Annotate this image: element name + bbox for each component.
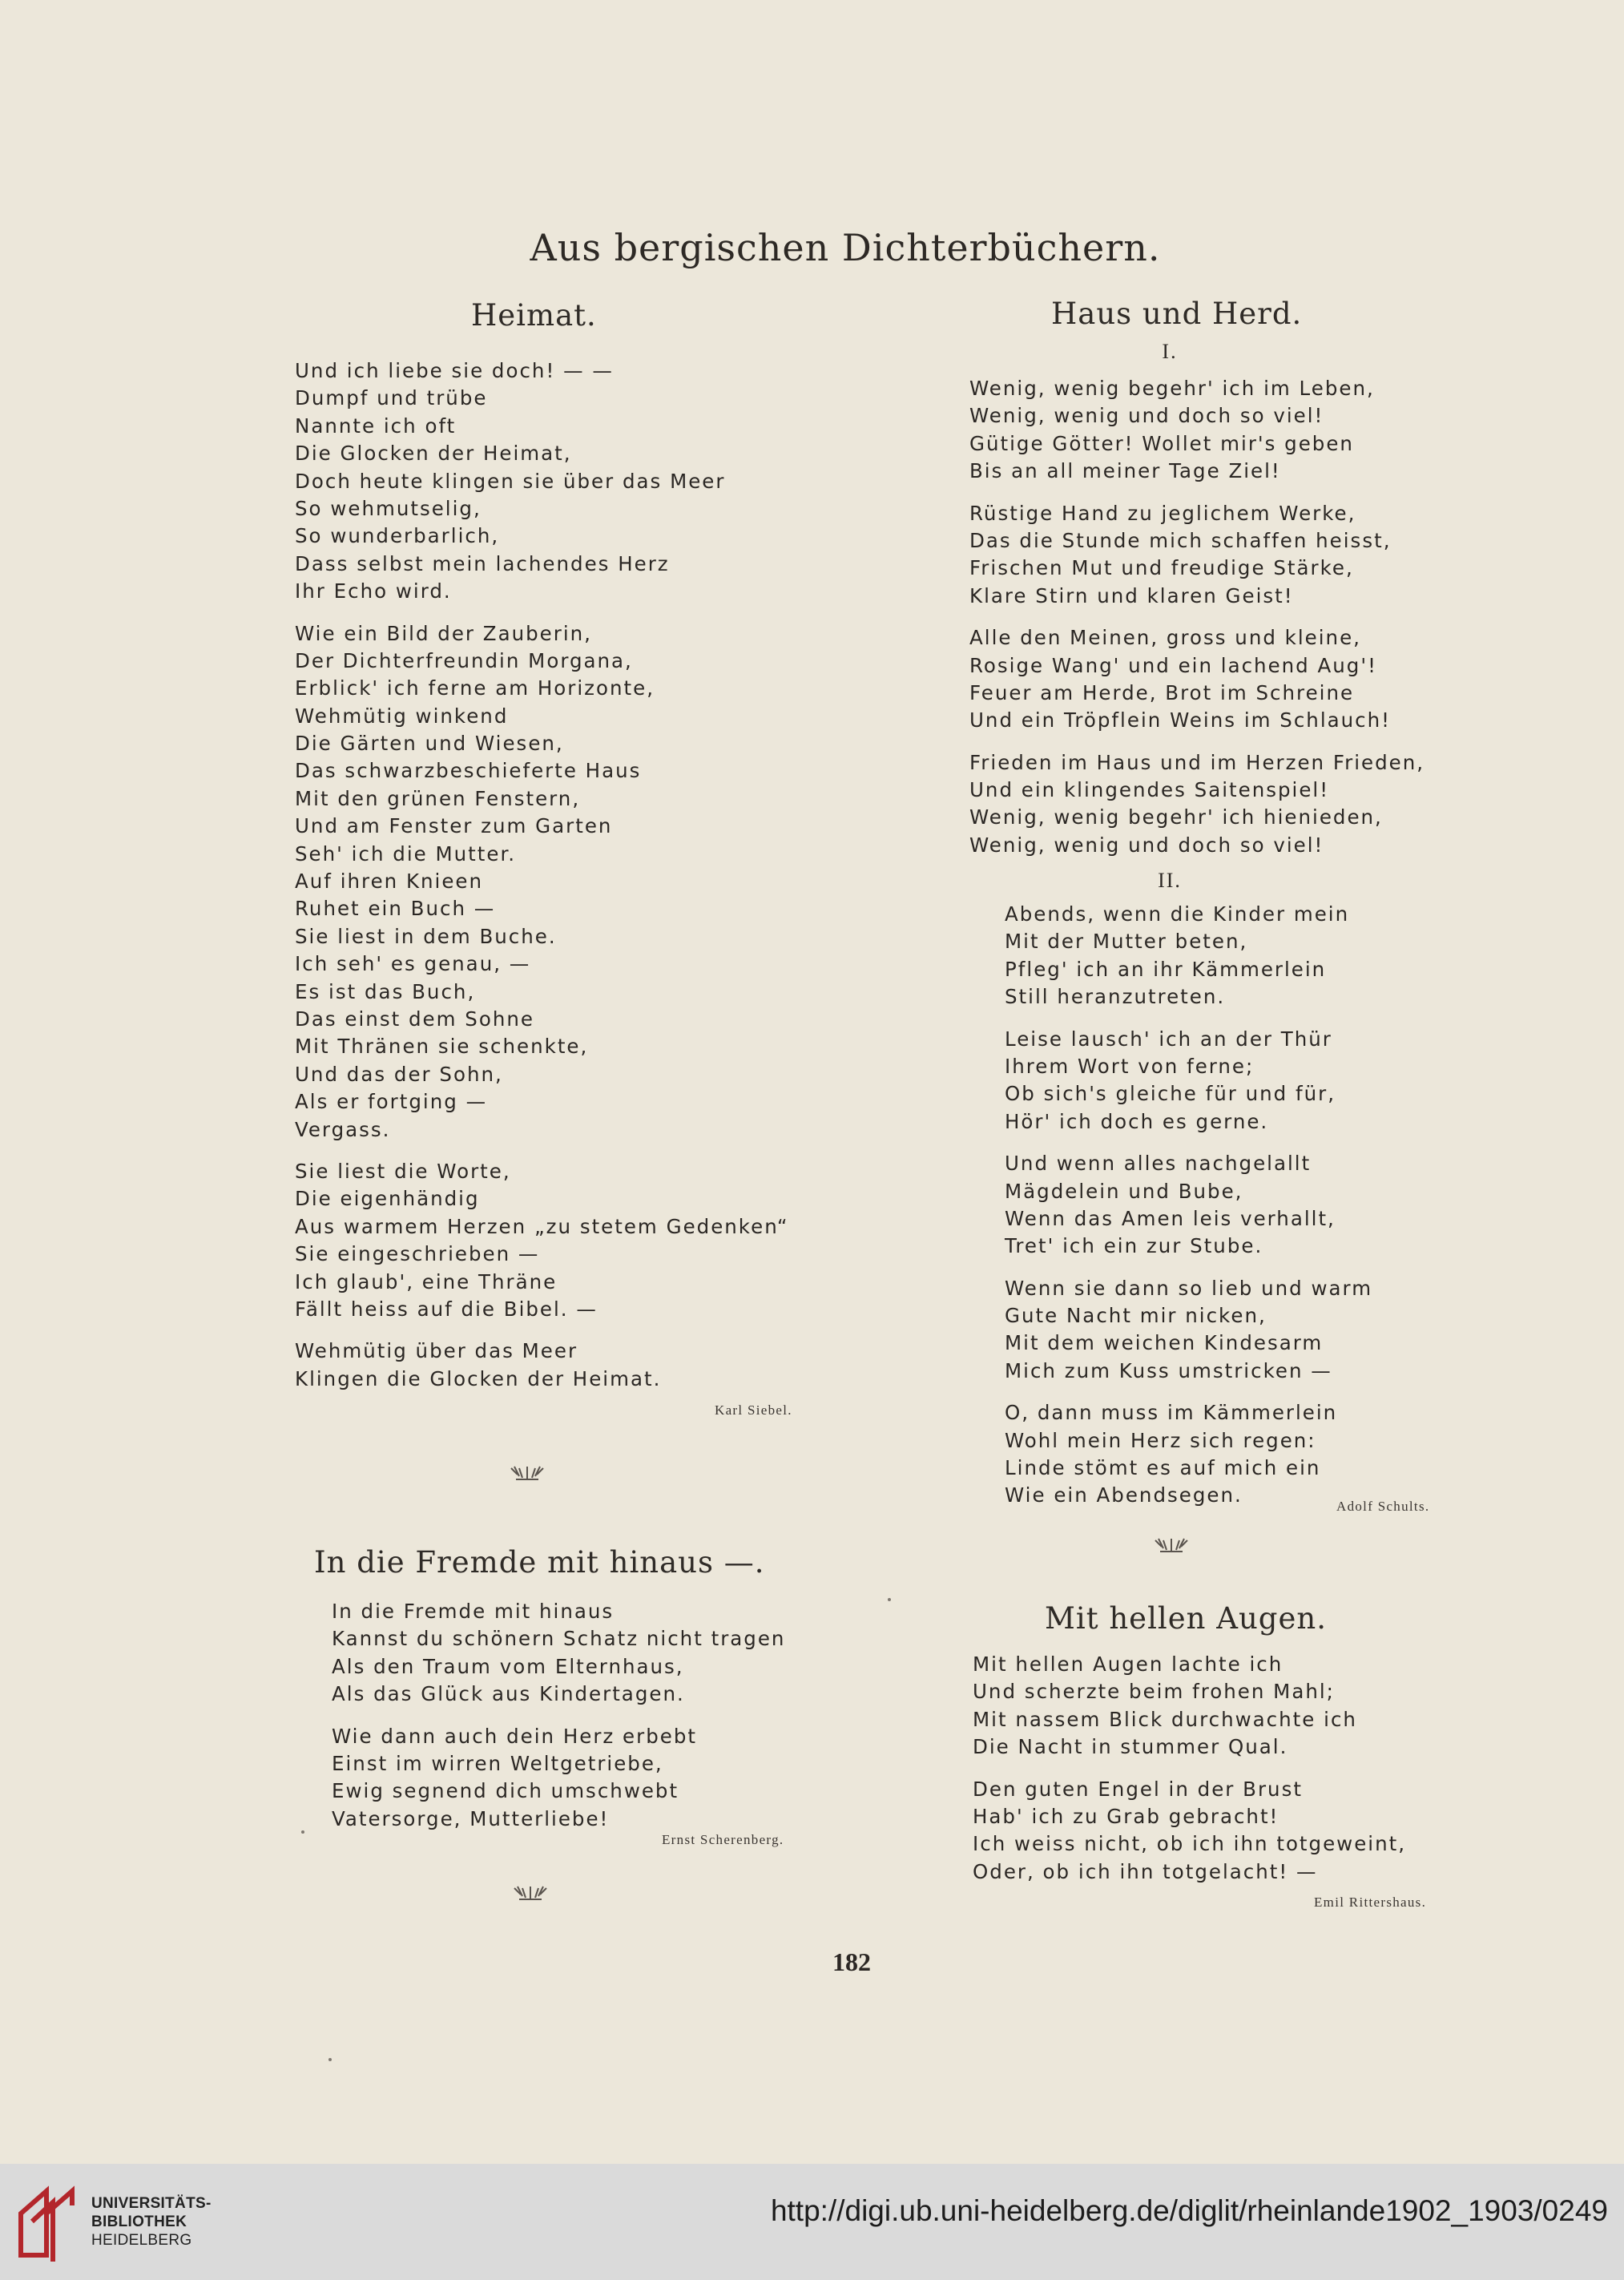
ornament-icon xyxy=(513,1883,548,1903)
verse-line: Klingen die Glocken der Heimat. xyxy=(295,1366,662,1390)
verse-line: Still heranzutreten. xyxy=(1005,985,1226,1009)
stanza xyxy=(332,1723,785,1834)
verse-line: Die Glocken der Heimat, xyxy=(295,442,572,466)
library-logo-icon xyxy=(14,2181,83,2265)
verse-line: Wenig, wenig begehr' ich hienieden, xyxy=(969,805,1383,829)
verse-line: Abends, wenn die Kinder mein xyxy=(1005,902,1350,926)
verse-line: Und scherzte beim frohen Mahl; xyxy=(973,1680,1335,1704)
verse-line: Wie ein Bild der Zauberin, xyxy=(295,621,592,645)
poem-title-mit-hellen-augen: Mit hellen Augen. xyxy=(1045,1601,1327,1636)
section-numeral-one: I. xyxy=(1162,340,1178,363)
verse-line: Leise lausch' ich an der Thür xyxy=(1005,1027,1332,1051)
verse-line: Gute Nacht mir nicken, xyxy=(1005,1304,1267,1328)
viewer-footer xyxy=(0,2164,1624,2280)
verse-line: Dumpf und trübe xyxy=(295,386,488,410)
section-numeral-two: II. xyxy=(1158,869,1182,892)
verse-line: Linde stömt es auf mich ein xyxy=(1005,1456,1321,1480)
verse-line: Wohl mein Herz sich regen: xyxy=(1005,1428,1316,1452)
verse-line: Aus warmem Herzen „zu stetem Gedenken“ xyxy=(295,1214,789,1238)
verse-line: Wenig, wenig und doch so viel! xyxy=(969,833,1324,857)
poem-fremde xyxy=(332,1598,785,1847)
verse-line: Rosige Wang' und ein lachend Aug'! xyxy=(969,653,1377,677)
page-number: 182 xyxy=(832,1947,871,1976)
verse-line: Vatersorge, Mutterliebe! xyxy=(332,1806,610,1830)
verse-line: Pfleg' ich an ihr Kämmerlein xyxy=(1005,957,1327,981)
verse-line: Rüstige Hand zu jeglichem Werke, xyxy=(969,501,1356,525)
stanza xyxy=(973,1651,1406,1761)
stanza xyxy=(295,620,789,1144)
verse-line: In die Fremde mit hinaus xyxy=(332,1600,615,1623)
verse-line: Seh' ich die Mutter. xyxy=(295,841,517,866)
verse-line: Vergass. xyxy=(295,1117,391,1141)
verse-line: Mit Thränen sie schenkte, xyxy=(295,1035,589,1059)
verse-line: Wehmütig über das Meer xyxy=(295,1339,578,1363)
verse-line: Mich zum Kuss umstricken — xyxy=(1005,1358,1332,1382)
speck xyxy=(328,2058,332,2061)
verse-line: So wehmutselig, xyxy=(295,496,482,520)
poem-title-heimat: Heimat. xyxy=(471,298,597,333)
page-title: Aus bergischen Dichterbüchern. xyxy=(530,226,1161,269)
verse-line: Mägdelein und Bube, xyxy=(1005,1179,1243,1203)
author-emil-rittershaus: Emil Rittershaus. xyxy=(1314,1895,1427,1910)
verse-line: Und am Fenster zum Garten xyxy=(295,814,613,838)
verse-line: Es ist das Buch, xyxy=(295,979,476,1003)
speck xyxy=(301,1830,304,1834)
verse-line: Alle den Meinen, gross und kleine, xyxy=(969,626,1361,650)
ornament-icon xyxy=(1154,1535,1189,1555)
verse-line: Frieden im Haus und im Herzen Frieden, xyxy=(969,750,1425,774)
author-ernst-scherenberg: Ernst Scherenberg. xyxy=(662,1832,784,1847)
verse-line: Die eigenhändig xyxy=(295,1187,480,1211)
poem-haus-part-one xyxy=(969,375,1425,874)
verse-line: Und ich liebe sie doch! — — xyxy=(295,359,614,382)
stanza xyxy=(969,375,1425,486)
speck xyxy=(888,1598,891,1601)
verse-line: Kannst du schönern Schatz nicht tragen xyxy=(332,1627,786,1651)
stanza xyxy=(1005,1150,1372,1261)
verse-line: Einst im wirren Weltgetriebe, xyxy=(332,1751,663,1775)
verse-line: Ob sich's gleiche für und für, xyxy=(1005,1082,1336,1106)
verse-line: Auf ihren Knieen xyxy=(295,870,484,894)
verse-line: Mit dem weichen Kindesarm xyxy=(1005,1331,1324,1355)
library-name: UNIVERSITÄTS- BIBLIOTHEK HEIDELBERG xyxy=(91,2195,212,2249)
verse-line: Sie eingeschrieben — xyxy=(295,1242,540,1266)
verse-line: Feuer am Herde, Brot im Schreine xyxy=(969,680,1355,704)
verse-line: Tret' ich ein zur Stube. xyxy=(1005,1234,1263,1258)
verse-line: Die Nacht in stummer Qual. xyxy=(973,1735,1288,1759)
verse-line: Mit nassem Blick durchwachte ich xyxy=(973,1707,1357,1731)
verse-line: Doch heute klingen sie über das Meer xyxy=(295,469,726,493)
verse-line: Bis an all meiner Tage Ziel! xyxy=(969,459,1281,483)
verse-line: Hör' ich doch es gerne. xyxy=(1005,1109,1269,1133)
verse-line: Ruhet ein Buch — xyxy=(295,897,496,921)
verse-line: Als den Traum vom Elternhaus, xyxy=(332,1654,684,1678)
verse-line: Wenig, wenig und doch so viel! xyxy=(969,404,1324,428)
verse-line: Das schwarzbeschieferte Haus xyxy=(295,759,642,783)
verse-line: Oder, ob ich ihn totgelacht! — xyxy=(973,1859,1318,1883)
poem-haus-part-two xyxy=(1005,901,1372,1524)
verse-line: Und wenn alles nachgelallt xyxy=(1005,1152,1312,1176)
ornament-icon xyxy=(510,1463,545,1483)
verse-line: Hab' ich zu Grab gebracht! xyxy=(973,1804,1279,1828)
verse-line: Klare Stirn und klaren Geist! xyxy=(969,583,1294,607)
verse-line: Und ein Tröpflein Weins im Schlauch! xyxy=(969,708,1391,732)
stanza xyxy=(1005,901,1372,1011)
verse-line: Das die Stunde mich schaffen heisst, xyxy=(969,528,1392,552)
verse-line: Ihrem Wort von ferne; xyxy=(1005,1054,1255,1078)
stanza xyxy=(973,1776,1406,1887)
stanza xyxy=(969,749,1425,860)
stanza xyxy=(295,1338,789,1393)
poem-title-fremde: In die Fremde mit hinaus —. xyxy=(314,1545,765,1580)
poem-mit-hellen-augen xyxy=(973,1651,1406,1900)
verse-line: Wenn das Amen leis verhallt, xyxy=(1005,1206,1336,1230)
verse-line: Das einst dem Sohne xyxy=(295,1007,534,1031)
verse-line: Ihr Echo wird. xyxy=(295,579,452,603)
verse-line: Sie liest die Worte, xyxy=(295,1159,511,1183)
verse-line: Gütige Götter! Wollet mir's geben xyxy=(969,431,1354,455)
verse-line: Mit den grünen Fenstern, xyxy=(295,786,581,810)
verse-line: Wenig, wenig begehr' ich im Leben, xyxy=(969,377,1375,400)
stanza xyxy=(969,624,1425,735)
verse-line: Mit hellen Augen lachte ich xyxy=(973,1652,1283,1676)
verse-line: Und ein klingendes Saitenspiel! xyxy=(969,778,1330,802)
verse-line: Erblick' ich ferne am Horizonte, xyxy=(295,676,655,700)
verse-line: Ich glaub', eine Thräne xyxy=(295,1269,558,1293)
verse-line: Als das Glück aus Kindertagen. xyxy=(332,1682,685,1706)
poem-heimat xyxy=(295,357,789,1407)
permalink-url[interactable]: http://digi.ub.uni-heidelberg.de/diglit/rheinlande1902_1903/0249 xyxy=(770,2194,1608,2227)
verse-line: Sie liest in dem Buche. xyxy=(295,924,557,948)
verse-line: Nannte ich oft xyxy=(295,414,457,438)
verse-line: O, dann muss im Kämmerlein xyxy=(1005,1401,1338,1425)
stanza xyxy=(332,1598,785,1709)
stanza xyxy=(295,1158,789,1323)
verse-line: Mit der Mutter beten, xyxy=(1005,930,1248,954)
verse-line: So wunderbarlich, xyxy=(295,524,500,548)
stanza xyxy=(1005,1026,1372,1136)
author-adolf-schults: Adolf Schults. xyxy=(1336,1499,1430,1514)
verse-line: Den guten Engel in der Brust xyxy=(973,1777,1303,1801)
verse-line: Wie dann auch dein Herz erbebt xyxy=(332,1724,697,1748)
author-karl-siebel: Karl Siebel. xyxy=(715,1402,792,1418)
stanza xyxy=(969,500,1425,611)
verse-line: Frischen Mut und freudige Stärke, xyxy=(969,556,1354,580)
verse-line: Der Dichterfreundin Morgana, xyxy=(295,648,633,672)
verse-line: Fällt heiss auf die Bibel. — xyxy=(295,1297,598,1321)
verse-line: Und das der Sohn, xyxy=(295,1062,503,1086)
stanza xyxy=(295,357,789,606)
verse-line: Als er fortging — xyxy=(295,1090,488,1114)
stanza xyxy=(1005,1399,1372,1510)
stanza xyxy=(1005,1275,1372,1386)
verse-line: Wie ein Abendsegen. xyxy=(1005,1483,1243,1507)
verse-line: Die Gärten und Wiesen, xyxy=(295,732,564,756)
verse-line: Wenn sie dann so lieb und warm xyxy=(1005,1276,1373,1300)
verse-line: Wehmütig winkend xyxy=(295,704,509,728)
verse-line: Ewig segnend dich umschwebt xyxy=(332,1779,679,1803)
poem-title-haus-und-herd: Haus und Herd. xyxy=(1051,297,1303,331)
verse-line: Dass selbst mein lachendes Herz xyxy=(295,551,670,575)
verse-line: Ich seh' es genau, — xyxy=(295,952,531,976)
verse-line: Ich weiss nicht, ob ich ihn totgeweint, xyxy=(973,1832,1406,1856)
